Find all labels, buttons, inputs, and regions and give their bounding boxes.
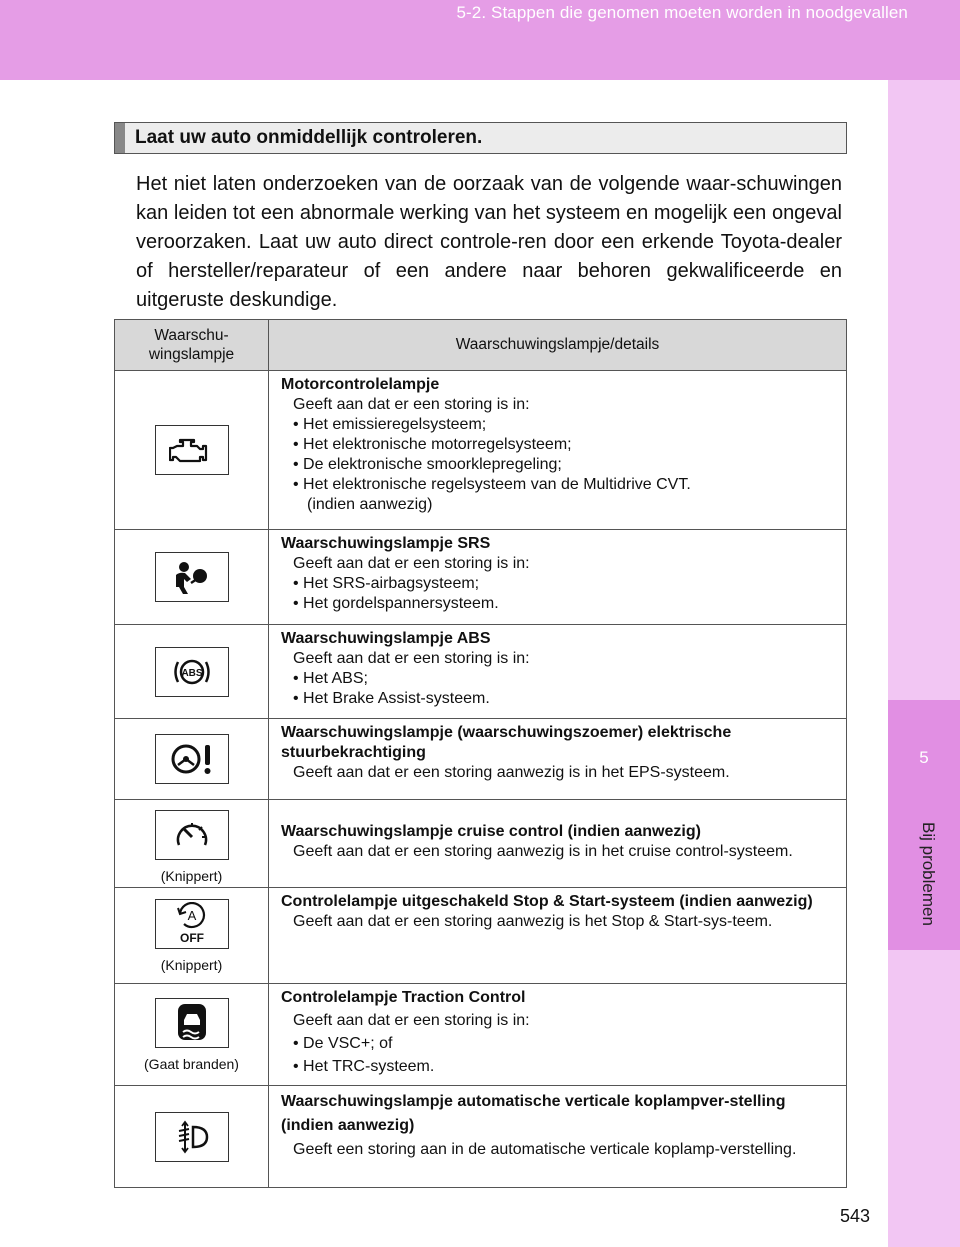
- table-row: [115, 888, 847, 984]
- detail-line: • Het TRC-systeem.: [293, 1058, 435, 1075]
- table-row: [115, 530, 847, 625]
- column-header-details: Waarschuwingslampje/details: [269, 320, 847, 371]
- chapter-header: 5-2. Stappen die genomen moeten worden in noodgevallen: [456, 3, 908, 22]
- page-number: 543: [840, 1206, 871, 1226]
- detail-line: • Het emissieregelsysteem;: [293, 416, 487, 433]
- detail-line: • De VSC+; of: [293, 1035, 393, 1052]
- table-row: [115, 625, 847, 719]
- detail-line: • Het SRS-airbagsysteem;: [293, 575, 480, 592]
- steering-warning-icon: [155, 734, 229, 784]
- table-row: [115, 984, 847, 1086]
- lamp-note: (Gaat branden): [144, 1055, 239, 1072]
- detail-line: • Het ABS;: [293, 670, 368, 687]
- section-heading: [114, 122, 847, 154]
- lamp-cell: [115, 625, 269, 719]
- off-icon-text: OFF: [179, 930, 204, 945]
- section-title: Laat uw auto onmiddellijk controleren.: [135, 127, 483, 148]
- detail-line: • De elektronische smoorklepregeling;: [293, 456, 562, 473]
- lamp-cell: [115, 371, 269, 530]
- detail-line: (indien aanwezig): [307, 496, 433, 513]
- table-row: [115, 719, 847, 800]
- headlamp-leveling-icon: [155, 1112, 229, 1162]
- detail-line: Geeft aan dat er een storing aanwezig is in het EPS-systeem.: [293, 764, 730, 781]
- details-cell: [269, 1086, 847, 1188]
- details-cell: [269, 800, 847, 888]
- details-cell: [269, 371, 847, 530]
- details-cell: [269, 719, 847, 800]
- detail-title: Waarschuwingslampje ABS: [281, 630, 491, 647]
- side-tab-background: [888, 80, 960, 1247]
- detail-title: Waarschuwingslampje automatische verticale koplampver-stelling (indien aanwezig): [281, 1093, 786, 1134]
- lamp-cell: [115, 530, 269, 625]
- traction-control-icon: [155, 998, 229, 1048]
- detail-line: • Het gordelspannersysteem.: [293, 595, 499, 612]
- detail-line: Geeft een storing aan in de automatische verticale koplamp-verstelling.: [293, 1141, 797, 1158]
- details-cell: [269, 530, 847, 625]
- detail-title: Waarschuwingslampje SRS: [281, 535, 491, 552]
- detail-line: Geeft aan dat er een storing is in:: [293, 555, 530, 572]
- warning-light-table: [114, 319, 847, 1188]
- detail-line: Geeft aan dat er een storing is in:: [293, 396, 530, 413]
- table-row: [115, 800, 847, 888]
- side-tab-number: 5: [919, 748, 929, 767]
- detail-line: Geeft aan dat er een storing aanwezig is het Stop & Start-sys-teem.: [293, 913, 773, 930]
- cruise-control-icon: [155, 810, 229, 860]
- lamp-note: (Knippert): [160, 867, 223, 884]
- lamp-cell: [115, 984, 269, 1086]
- stop-start-off-icon: [155, 899, 229, 949]
- lamp-note: (Knippert): [160, 956, 223, 973]
- table-header-row: [115, 320, 847, 371]
- detail-title: Waarschuwingslampje cruise control (indien aanwezig): [281, 822, 701, 840]
- detail-line: • Het elektronische regelsysteem van de Multidrive CVT.: [293, 476, 691, 493]
- engine-icon: [155, 425, 229, 475]
- side-tab-label: Bij problemen: [919, 822, 938, 926]
- heading-accent-bar: [115, 123, 125, 153]
- abs-icon: [155, 647, 229, 697]
- detail-line: Geeft aan dat er een storing is in:: [293, 650, 530, 667]
- abs-icon-text: ABS: [180, 667, 203, 679]
- table-row: [115, 1086, 847, 1188]
- intro-paragraph: Het niet laten onderzoeken van de oorzaak van de volgende waar-schuwingen kan leiden tot een abnormale werking van het systeem en mogelijk een ongeval veroorzaken. Laat uw auto direct controle-ren door een erkende Toyota-dealer of hersteller/reparateur of een andere naar behoren gekwalificeerde en uitgeruste deskundige.: [136, 173, 842, 311]
- table-row: [115, 371, 847, 530]
- lamp-cell: [115, 719, 269, 800]
- lamp-cell: [115, 1086, 269, 1188]
- svg-text:A: A: [187, 907, 196, 923]
- column-header-lamp: Waarschu-wingslampje: [115, 320, 269, 371]
- lamp-cell: [115, 800, 269, 888]
- detail-title: Controlelampje Traction Control: [281, 989, 526, 1006]
- detail-title: Motorcontrolelampje: [281, 376, 440, 393]
- detail-title: Waarschuwingslampje (waarschuwingszoemer) elektrische stuurbekrachtiging: [281, 724, 732, 761]
- detail-line: Geeft aan dat er een storing is in:: [293, 1012, 530, 1029]
- detail-line: Geeft aan dat er een storing aanwezig is in het cruise control-systeem.: [293, 842, 793, 860]
- details-cell: [269, 888, 847, 984]
- airbag-icon: [155, 552, 229, 602]
- lamp-cell: [115, 888, 269, 984]
- details-cell: [269, 984, 847, 1086]
- detail-line: • Het Brake Assist-systeem.: [293, 690, 490, 707]
- detail-line: • Het elektronische motorregelsysteem;: [293, 436, 572, 453]
- details-cell: [269, 625, 847, 719]
- detail-title: Controlelampje uitgeschakeld Stop & Start-systeem (indien aanwezig): [281, 893, 813, 910]
